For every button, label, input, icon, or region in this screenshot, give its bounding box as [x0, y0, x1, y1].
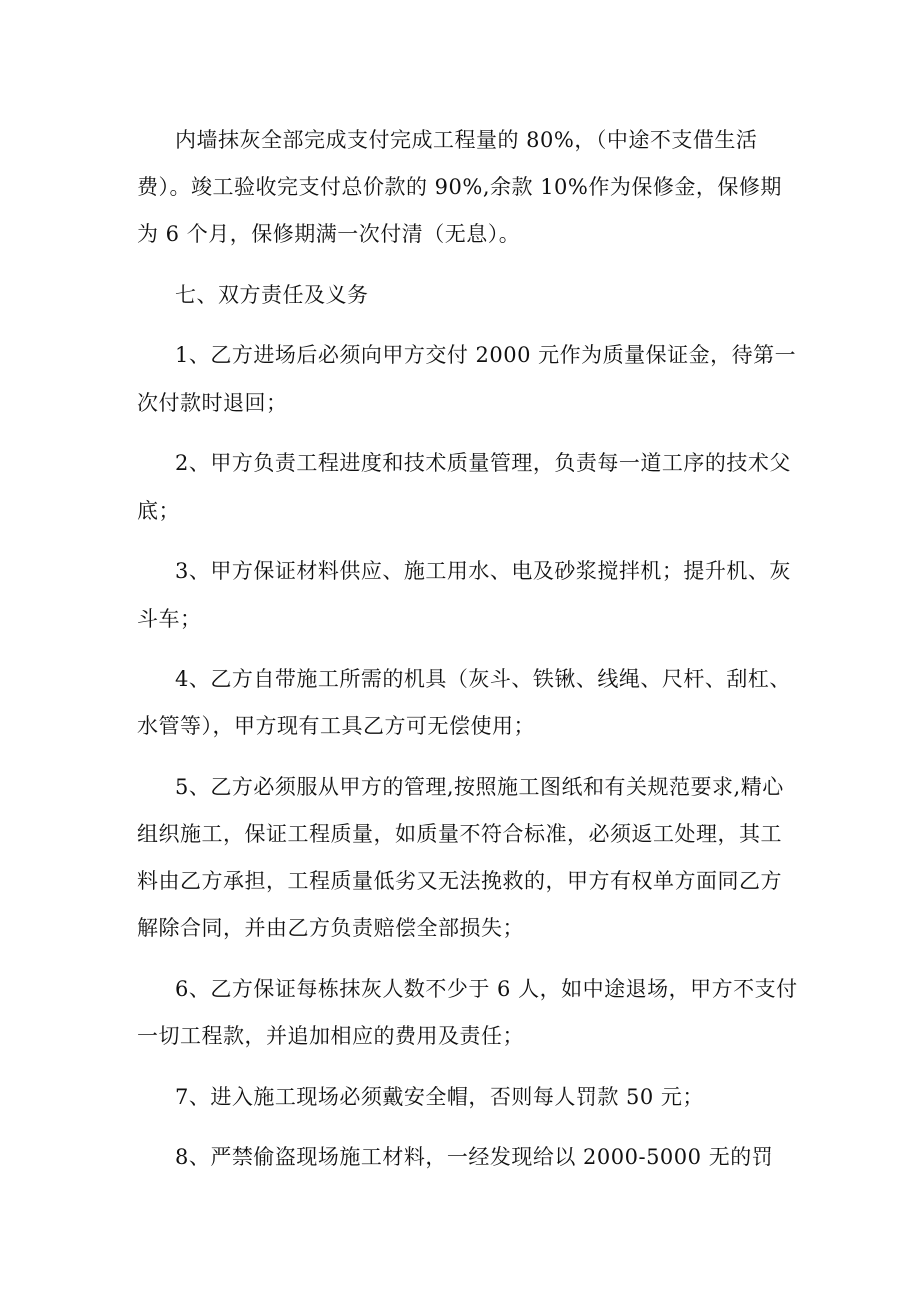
paragraph-line: 3、甲方保证材料供应、施工用水、电及砂浆搅拌机；提升机、灰: [175, 559, 791, 583]
paragraph-line: 组织施工，保证工程质量，如质量不符合标准，必须返工处理，其工: [137, 822, 782, 846]
paragraph-line: 2、甲方负责工程进度和技术质量管理，负责每一道工序的技术父: [175, 451, 791, 475]
paragraph-line: 6、乙方保证每栋抹灰人数不少于 6 人，如中途退场，甲方不支付: [175, 977, 798, 1001]
paragraph-line: 解除合同，并由乙方负责赔偿全部损失；: [137, 916, 524, 940]
paragraph-line: 水管等），甲方现有工具乙方可无偿使用；: [137, 714, 535, 738]
paragraph-line: 1、乙方进场后必须向甲方交付 2000 元作为质量保证金，待第一: [175, 343, 797, 367]
paragraph-line: 内墙抹灰全部完成支付完成工程量的 80%，（中途不支借生活: [175, 128, 758, 152]
paragraph-line: 8、严禁偷盗现场施工材料，一经发现给以 2000-5000 无的罚: [175, 1145, 774, 1169]
paragraph-line: 5、乙方必须服从甲方的管理,按照施工图纸和有关规范要求,精心: [175, 775, 784, 799]
paragraph-line: 4、乙方自带施工所需的机具（灰斗、铁锹、线绳、尺杆、刮杠、: [175, 667, 791, 691]
section-heading: 七、双方责任及义务: [175, 283, 369, 307]
paragraph-line: 为 6 个月，保修期满一次付清（无息）。: [137, 222, 521, 246]
paragraph-line: 费）。竣工验收完支付总价款的 90%,余款 10%作为保修金，保修期: [137, 175, 782, 199]
paragraph-line: 底；: [137, 499, 180, 523]
paragraph-line: 7、进入施工现场必须戴安全帽，否则每人罚款 50 元；: [175, 1085, 704, 1109]
paragraph-line: 次付款时退回；: [137, 391, 288, 415]
paragraph-line: 一切工程款，并追加相应的费用及责任；: [137, 1024, 524, 1048]
paragraph-line: 料由乙方承担，工程质量低劣又无法挽救的，甲方有权单方面同乙方: [137, 869, 782, 893]
paragraph-line: 斗车；: [137, 607, 202, 631]
